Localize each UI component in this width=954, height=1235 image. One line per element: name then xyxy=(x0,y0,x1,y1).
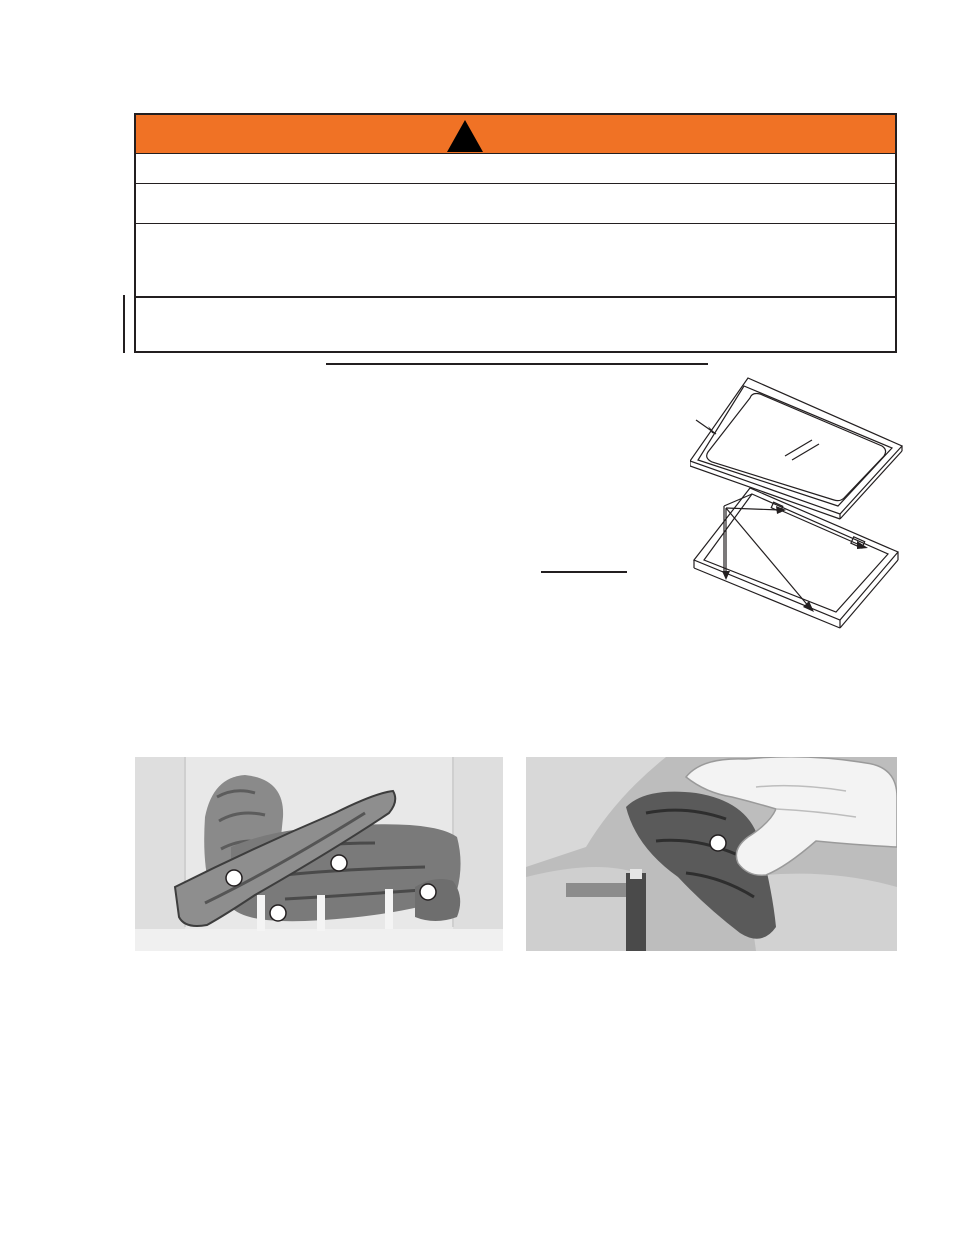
glass-panel-outline xyxy=(690,378,902,514)
figure-reference-underline xyxy=(541,571,627,573)
glass-panel-and-frame-diagram xyxy=(690,376,910,636)
log-set-photo xyxy=(135,757,503,951)
clip-arrow xyxy=(726,508,810,608)
warning-triangle-icon xyxy=(446,119,484,153)
grate-bar xyxy=(317,895,325,931)
warning-box xyxy=(134,113,897,353)
warning-row-divider xyxy=(136,296,895,298)
right-log xyxy=(415,879,460,921)
warning-header xyxy=(136,115,895,154)
callout-circle xyxy=(710,835,726,851)
warning-row-divider xyxy=(136,183,895,184)
glass-panel-inner xyxy=(707,394,886,501)
grate-bar xyxy=(257,895,265,931)
hand-placing-log-photo xyxy=(526,757,897,951)
warning-header-divider xyxy=(136,153,895,154)
clip-arrow xyxy=(780,510,862,546)
grate-post xyxy=(626,873,646,951)
callout-circle xyxy=(226,870,242,886)
callout-circle xyxy=(331,855,347,871)
callout-circle xyxy=(420,884,436,900)
revision-change-bar xyxy=(123,295,125,353)
section-heading-underline xyxy=(326,363,708,365)
grate-bar xyxy=(385,889,393,929)
callout-circle xyxy=(270,905,286,921)
warning-row-divider xyxy=(136,223,895,224)
